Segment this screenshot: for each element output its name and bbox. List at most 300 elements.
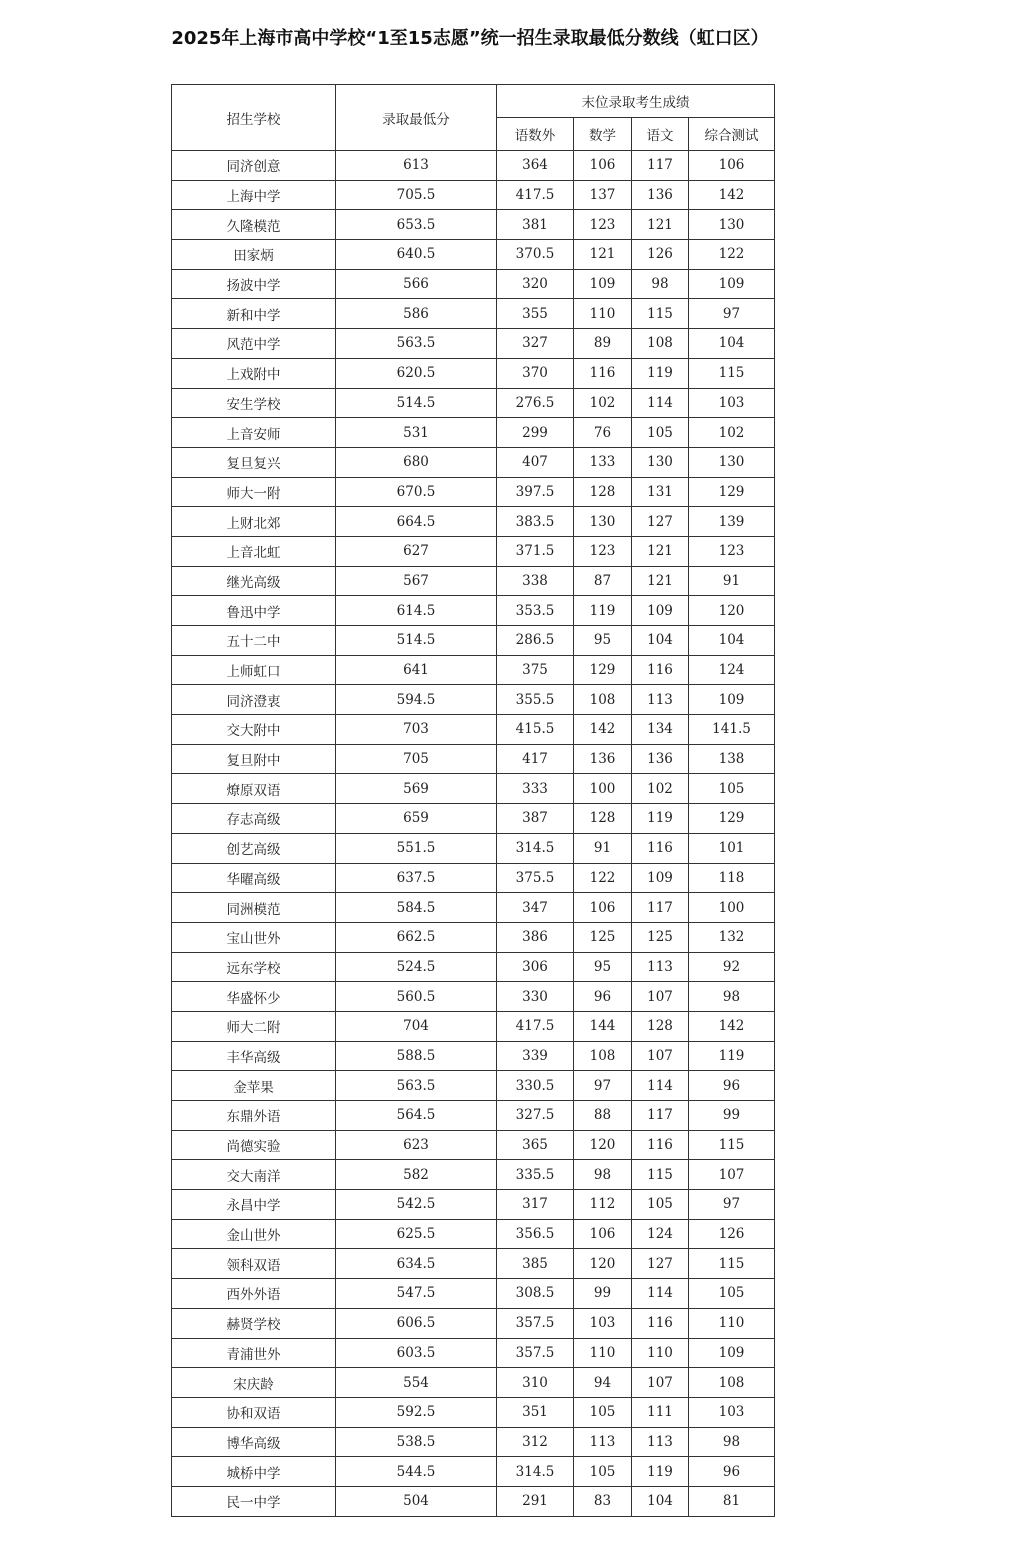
min-score-cell: 564.5 [336,1101,497,1131]
table-row [172,922,775,952]
math-cell: 109 [574,269,632,299]
math-cell: 108 [574,685,632,715]
chinese-cell: 105 [632,418,689,448]
min-score-cell: 542.5 [336,1190,497,1220]
comprehensive-cell: 115 [689,1249,775,1279]
comprehensive-cell: 142 [689,180,775,210]
comprehensive-cell: 102 [689,418,775,448]
chinese-cell: 119 [632,358,689,388]
table-row [172,774,775,804]
math-cell: 76 [574,418,632,448]
cme-cell: 339 [497,1041,574,1071]
table-row [172,1427,775,1457]
table-row [172,715,775,745]
school-cell: 上音北虹 [172,536,336,566]
chinese-cell: 121 [632,566,689,596]
chinese-cell: 114 [632,1071,689,1101]
chinese-cell: 124 [632,1219,689,1249]
chinese-cell: 117 [632,893,689,923]
cme-cell: 327.5 [497,1101,574,1131]
cme-cell: 317 [497,1190,574,1220]
math-cell: 83 [574,1486,632,1516]
chinese-cell: 98 [632,269,689,299]
comprehensive-cell: 119 [689,1041,775,1071]
cme-cell: 306 [497,952,574,982]
min-score-cell: 569 [336,774,497,804]
table-row [172,566,775,596]
table-row [172,626,775,656]
cme-cell: 371.5 [497,536,574,566]
cme-cell: 355.5 [497,685,574,715]
min-score-cell: 524.5 [336,952,497,982]
min-score-cell: 662.5 [336,922,497,952]
table-row [172,655,775,685]
cme-cell: 276.5 [497,388,574,418]
min-score-cell: 623 [336,1130,497,1160]
cme-cell: 417 [497,744,574,774]
min-score-cell: 627 [336,536,497,566]
comprehensive-cell: 98 [689,982,775,1012]
math-cell: 119 [574,596,632,626]
min-score-cell: 603.5 [336,1338,497,1368]
table-row [172,1397,775,1427]
header-school: 招生学校 [172,85,336,151]
chinese-cell: 107 [632,1368,689,1398]
table-row [172,477,775,507]
min-score-cell: 566 [336,269,497,299]
comprehensive-cell: 106 [689,151,775,181]
chinese-cell: 107 [632,1041,689,1071]
chinese-cell: 136 [632,180,689,210]
comprehensive-cell: 103 [689,388,775,418]
math-cell: 100 [574,774,632,804]
school-cell: 青浦世外 [172,1338,336,1368]
chinese-cell: 126 [632,240,689,270]
cme-cell: 312 [497,1427,574,1457]
school-cell: 金苹果 [172,1071,336,1101]
cme-cell: 299 [497,418,574,448]
math-cell: 110 [574,299,632,329]
min-score-cell: 705.5 [336,180,497,210]
chinese-cell: 113 [632,952,689,982]
school-cell: 存志高级 [172,804,336,834]
math-cell: 122 [574,863,632,893]
comprehensive-cell: 105 [689,774,775,804]
min-score-cell: 705 [336,744,497,774]
table-row [172,358,775,388]
chinese-cell: 107 [632,982,689,1012]
cme-cell: 375 [497,655,574,685]
min-score-cell: 594.5 [336,685,497,715]
min-score-cell: 653.5 [336,210,497,240]
chinese-cell: 119 [632,804,689,834]
table-row [172,240,775,270]
cme-cell: 415.5 [497,715,574,745]
math-cell: 89 [574,329,632,359]
comprehensive-cell: 97 [689,299,775,329]
math-cell: 87 [574,566,632,596]
comprehensive-cell: 126 [689,1219,775,1249]
chinese-cell: 114 [632,1279,689,1309]
school-cell: 师大一附 [172,477,336,507]
chinese-cell: 128 [632,1011,689,1041]
cme-cell: 355 [497,299,574,329]
math-cell: 106 [574,893,632,923]
cme-cell: 370 [497,358,574,388]
cme-cell: 314.5 [497,1457,574,1487]
comprehensive-cell: 139 [689,507,775,537]
math-cell: 123 [574,536,632,566]
school-cell: 博华高级 [172,1427,336,1457]
school-cell: 燎原双语 [172,774,336,804]
table-row [172,1308,775,1338]
chinese-cell: 102 [632,774,689,804]
math-cell: 88 [574,1101,632,1131]
table-row [172,596,775,626]
chinese-cell: 134 [632,715,689,745]
comprehensive-cell: 122 [689,240,775,270]
comprehensive-cell: 101 [689,833,775,863]
comprehensive-cell: 91 [689,566,775,596]
cme-cell: 320 [497,269,574,299]
school-cell: 东鼎外语 [172,1101,336,1131]
min-score-cell: 514.5 [336,388,497,418]
cme-cell: 397.5 [497,477,574,507]
school-cell: 城桥中学 [172,1457,336,1487]
chinese-cell: 113 [632,685,689,715]
cme-cell: 357.5 [497,1308,574,1338]
min-score-cell: 544.5 [336,1457,497,1487]
cme-cell: 381 [497,210,574,240]
min-score-cell: 641 [336,655,497,685]
table-row [172,1160,775,1190]
comprehensive-cell: 99 [689,1101,775,1131]
chinese-cell: 116 [632,1130,689,1160]
chinese-cell: 117 [632,151,689,181]
school-cell: 同济澄衷 [172,685,336,715]
table-row [172,952,775,982]
math-cell: 95 [574,952,632,982]
chinese-cell: 105 [632,1190,689,1220]
math-cell: 123 [574,210,632,240]
comprehensive-cell: 92 [689,952,775,982]
school-cell: 华盛怀少 [172,982,336,1012]
table-row [172,418,775,448]
math-cell: 97 [574,1071,632,1101]
table-row [172,1219,775,1249]
header-chinese-math-english: 语数外 [497,118,574,151]
table-row [172,210,775,240]
math-cell: 130 [574,507,632,537]
table-row [172,893,775,923]
math-cell: 105 [574,1457,632,1487]
math-cell: 129 [574,655,632,685]
math-cell: 95 [574,626,632,656]
cme-cell: 385 [497,1249,574,1279]
school-cell: 上海中学 [172,180,336,210]
cme-cell: 314.5 [497,833,574,863]
math-cell: 102 [574,388,632,418]
school-cell: 宋庆龄 [172,1368,336,1398]
math-cell: 103 [574,1308,632,1338]
table-row [172,1486,775,1516]
comprehensive-cell: 98 [689,1427,775,1457]
chinese-cell: 127 [632,1249,689,1279]
table-row [172,744,775,774]
comprehensive-cell: 132 [689,922,775,952]
math-cell: 106 [574,151,632,181]
math-cell: 120 [574,1249,632,1279]
comprehensive-cell: 96 [689,1071,775,1101]
math-cell: 144 [574,1011,632,1041]
math-cell: 108 [574,1041,632,1071]
min-score-cell: 680 [336,447,497,477]
table-row [172,180,775,210]
min-score-cell: 620.5 [336,358,497,388]
comprehensive-cell: 129 [689,477,775,507]
min-score-cell: 614.5 [336,596,497,626]
math-cell: 106 [574,1219,632,1249]
school-cell: 华曜高级 [172,863,336,893]
header-math: 数学 [574,118,632,151]
comprehensive-cell: 118 [689,863,775,893]
comprehensive-cell: 123 [689,536,775,566]
math-cell: 133 [574,447,632,477]
school-cell: 田家炳 [172,240,336,270]
school-cell: 久隆模范 [172,210,336,240]
school-cell: 领科双语 [172,1249,336,1279]
cme-cell: 417.5 [497,180,574,210]
school-cell: 上师虹口 [172,655,336,685]
cme-cell: 330.5 [497,1071,574,1101]
math-cell: 137 [574,180,632,210]
chinese-cell: 115 [632,1160,689,1190]
school-cell: 复旦复兴 [172,447,336,477]
comprehensive-cell: 124 [689,655,775,685]
min-score-cell: 670.5 [336,477,497,507]
school-cell: 鲁迅中学 [172,596,336,626]
comprehensive-cell: 109 [689,269,775,299]
chinese-cell: 104 [632,1486,689,1516]
min-score-cell: 582 [336,1160,497,1190]
math-cell: 96 [574,982,632,1012]
table-row [172,1071,775,1101]
math-cell: 116 [574,358,632,388]
cme-cell: 383.5 [497,507,574,537]
school-cell: 五十二中 [172,626,336,656]
school-cell: 宝山世外 [172,922,336,952]
comprehensive-cell: 109 [689,685,775,715]
min-score-cell: 547.5 [336,1279,497,1309]
comprehensive-cell: 103 [689,1397,775,1427]
min-score-cell: 592.5 [336,1397,497,1427]
table-row [172,1190,775,1220]
school-cell: 协和双语 [172,1397,336,1427]
school-cell: 上财北郊 [172,507,336,537]
chinese-cell: 113 [632,1427,689,1457]
cme-cell: 353.5 [497,596,574,626]
school-cell: 远东学校 [172,952,336,982]
cme-cell: 370.5 [497,240,574,270]
comprehensive-cell: 100 [689,893,775,923]
math-cell: 128 [574,477,632,507]
comprehensive-cell: 97 [689,1190,775,1220]
table-row [172,685,775,715]
cme-cell: 308.5 [497,1279,574,1309]
table-row [172,863,775,893]
min-score-cell: 504 [336,1486,497,1516]
table-row [172,1130,775,1160]
min-score-cell: 584.5 [336,893,497,923]
chinese-cell: 131 [632,477,689,507]
cme-cell: 356.5 [497,1219,574,1249]
school-cell: 永昌中学 [172,1190,336,1220]
table-row [172,536,775,566]
cme-cell: 310 [497,1368,574,1398]
math-cell: 142 [574,715,632,745]
min-score-cell: 514.5 [336,626,497,656]
chinese-cell: 109 [632,863,689,893]
comprehensive-cell: 138 [689,744,775,774]
min-score-cell: 704 [336,1011,497,1041]
school-cell: 创艺高级 [172,833,336,863]
math-cell: 120 [574,1130,632,1160]
min-score-cell: 634.5 [336,1249,497,1279]
table-row [172,1101,775,1131]
min-score-cell: 531 [336,418,497,448]
cme-cell: 327 [497,329,574,359]
min-score-cell: 625.5 [336,1219,497,1249]
min-score-cell: 567 [336,566,497,596]
table-row [172,804,775,834]
school-cell: 继光高级 [172,566,336,596]
chinese-cell: 125 [632,922,689,952]
comprehensive-cell: 120 [689,596,775,626]
school-cell: 上戏附中 [172,358,336,388]
chinese-cell: 115 [632,299,689,329]
cme-cell: 387 [497,804,574,834]
table-row [172,388,775,418]
school-cell: 赫贤学校 [172,1308,336,1338]
chinese-cell: 110 [632,1338,689,1368]
school-cell: 交大南洋 [172,1160,336,1190]
comprehensive-cell: 129 [689,804,775,834]
school-cell: 同洲模范 [172,893,336,923]
chinese-cell: 130 [632,447,689,477]
cme-cell: 351 [497,1397,574,1427]
cme-cell: 365 [497,1130,574,1160]
math-cell: 121 [574,240,632,270]
chinese-cell: 121 [632,536,689,566]
math-cell: 99 [574,1279,632,1309]
min-score-cell: 563.5 [336,329,497,359]
math-cell: 105 [574,1397,632,1427]
min-score-cell: 606.5 [336,1308,497,1338]
table-row [172,269,775,299]
cme-cell: 291 [497,1486,574,1516]
header-last-admitted: 末位录取考生成绩 [497,85,775,118]
cme-cell: 338 [497,566,574,596]
min-score-cell: 538.5 [336,1427,497,1457]
school-cell: 复旦附中 [172,744,336,774]
math-cell: 110 [574,1338,632,1368]
table-row [172,1011,775,1041]
comprehensive-cell: 104 [689,329,775,359]
min-score-cell: 637.5 [336,863,497,893]
comprehensive-cell: 81 [689,1486,775,1516]
min-score-cell: 586 [336,299,497,329]
table-row [172,447,775,477]
school-cell: 新和中学 [172,299,336,329]
school-cell: 交大附中 [172,715,336,745]
math-cell: 112 [574,1190,632,1220]
min-score-cell: 640.5 [336,240,497,270]
school-cell: 尚德实验 [172,1130,336,1160]
table-row [172,329,775,359]
school-cell: 同济创意 [172,151,336,181]
comprehensive-cell: 130 [689,447,775,477]
table-row [172,1249,775,1279]
score-table [171,84,775,1517]
cme-cell: 347 [497,893,574,923]
school-cell: 扬波中学 [172,269,336,299]
comprehensive-cell: 96 [689,1457,775,1487]
math-cell: 94 [574,1368,632,1398]
min-score-cell: 560.5 [336,982,497,1012]
header-chinese: 语文 [632,118,689,151]
cme-cell: 417.5 [497,1011,574,1041]
min-score-cell: 613 [336,151,497,181]
comprehensive-cell: 107 [689,1160,775,1190]
comprehensive-cell: 115 [689,1130,775,1160]
comprehensive-cell: 141.5 [689,715,775,745]
min-score-cell: 588.5 [336,1041,497,1071]
table-row [172,1457,775,1487]
chinese-cell: 119 [632,1457,689,1487]
comprehensive-cell: 142 [689,1011,775,1041]
cme-cell: 335.5 [497,1160,574,1190]
school-cell: 丰华高级 [172,1041,336,1071]
min-score-cell: 664.5 [336,507,497,537]
comprehensive-cell: 108 [689,1368,775,1398]
chinese-cell: 116 [632,1308,689,1338]
chinese-cell: 114 [632,388,689,418]
table-row [172,507,775,537]
chinese-cell: 136 [632,744,689,774]
table-row [172,1338,775,1368]
math-cell: 91 [574,833,632,863]
math-cell: 136 [574,744,632,774]
math-cell: 125 [574,922,632,952]
table-row [172,151,775,181]
comprehensive-cell: 109 [689,1338,775,1368]
school-cell: 金山世外 [172,1219,336,1249]
min-score-cell: 554 [336,1368,497,1398]
comprehensive-cell: 130 [689,210,775,240]
table-row [172,1279,775,1309]
comprehensive-cell: 115 [689,358,775,388]
page-title: 2025年上海市高中学校“1至15志愿”统一招生录取最低分数线（虹口区） [171,28,769,49]
math-cell: 128 [574,804,632,834]
cme-cell: 386 [497,922,574,952]
chinese-cell: 116 [632,833,689,863]
table-row [172,299,775,329]
cme-cell: 364 [497,151,574,181]
cme-cell: 333 [497,774,574,804]
school-cell: 安生学校 [172,388,336,418]
cme-cell: 375.5 [497,863,574,893]
math-cell: 113 [574,1427,632,1457]
